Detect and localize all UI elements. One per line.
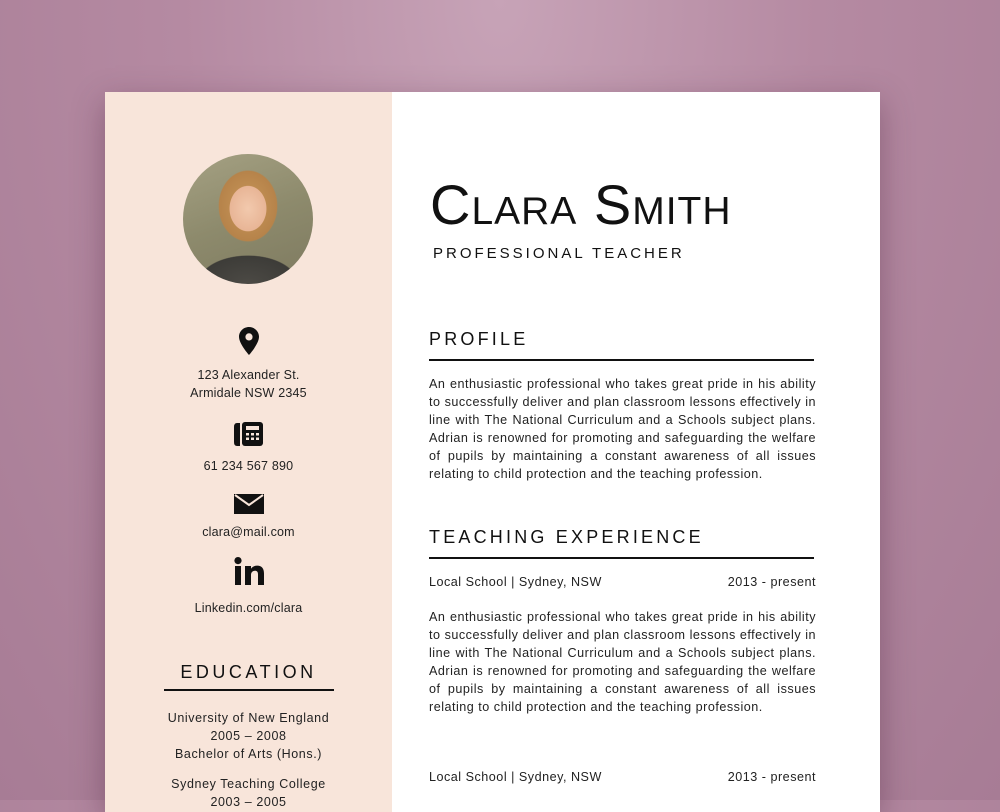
profile-heading: PROFILE bbox=[429, 329, 529, 349]
avatar bbox=[183, 154, 313, 284]
education-school: University of New England bbox=[167, 711, 330, 725]
linkedin-icon bbox=[105, 557, 392, 585]
education-degree: Bachelor of Arts (Hons.) bbox=[174, 747, 323, 761]
resume-name: Clara Smith bbox=[430, 173, 732, 236]
experience-dates: 2013 - present bbox=[727, 770, 816, 784]
profile-text: An enthusiastic professional who takes great pride in his ability to successfully deliver and plan classroom lessons effectively in line with The National Curriculum and a Schools subject plans. Adrian is renowned for promoting and safeguarding the welfare of pupils by maintaining a constant awareness of all issues relating to child protection and the teaching profession. bbox=[429, 377, 816, 481]
education-heading: EDUCATION bbox=[180, 662, 317, 682]
education-years: 2003 – 2005 bbox=[210, 795, 287, 809]
address-line1: 123 Alexander St. bbox=[197, 368, 300, 382]
address-line2: Armidale NSW 2345 bbox=[190, 386, 307, 400]
email-link[interactable]: clara@mail.com bbox=[202, 525, 295, 539]
profile-divider bbox=[429, 359, 814, 361]
experience-description: An enthusiastic professional who takes great pride in his ability to successfully deliver and plan classroom lessons effectively in line with The National Curriculum and a Schools subject plans. Adrian is renowned for promoting and safeguarding the welfare of pupils by maintaining a constant awareness of all issues relating to child protection and the teaching profession. bbox=[429, 610, 816, 714]
experience-place: Local School | Sydney, NSW bbox=[429, 575, 602, 589]
experience-dates: 2013 - present bbox=[727, 575, 816, 589]
experience-entry bbox=[429, 575, 816, 589]
job-title: PROFESSIONAL TEACHER bbox=[433, 245, 685, 262]
mail-icon bbox=[105, 494, 392, 514]
education-divider bbox=[164, 689, 334, 691]
education-years: 2005 – 2008 bbox=[210, 729, 287, 743]
experience-entry bbox=[429, 770, 816, 784]
experience-heading: TEACHING EXPERIENCE bbox=[429, 527, 704, 547]
education-school: Sydney Teaching College bbox=[171, 777, 326, 791]
resume-page bbox=[105, 92, 880, 812]
linkedin-link[interactable]: Linkedin.com/clara bbox=[194, 601, 303, 615]
experience-place: Local School | Sydney, NSW bbox=[429, 770, 602, 784]
experience-divider bbox=[429, 557, 814, 559]
location-pin-icon bbox=[105, 327, 392, 355]
phone-number: 61 234 567 890 bbox=[203, 459, 294, 473]
phone-icon bbox=[105, 420, 392, 448]
sidebar bbox=[105, 92, 392, 812]
